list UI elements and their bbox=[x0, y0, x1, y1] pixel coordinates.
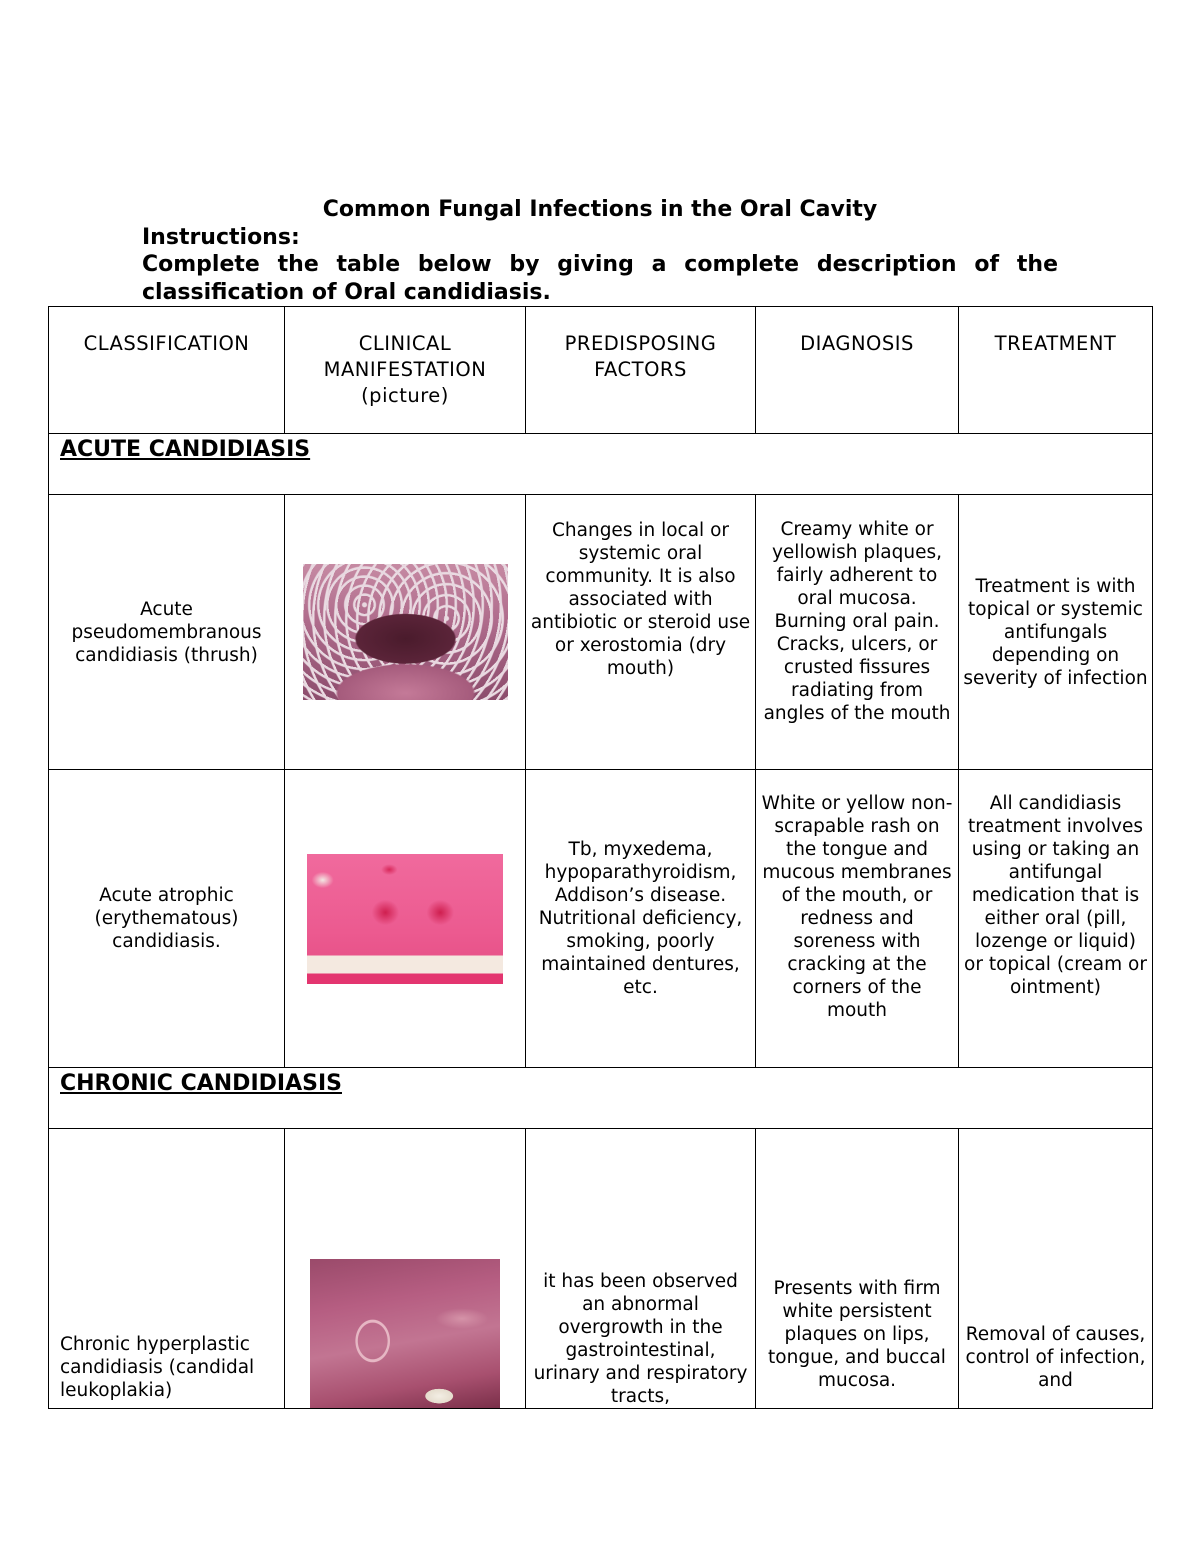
treatment-cell: All candidiasis treatment involves using or taking an antifungal medication that is either oral (pill, lozenge or liquid) or topical (cream or ointment) bbox=[959, 770, 1153, 1068]
section-title-acute: ACUTE CANDIDIASIS bbox=[60, 437, 311, 462]
predisposing-cell: it has been observed an abnormal overgrowth in the gastrointestinal, urinary and respiratory tracts, bbox=[526, 1129, 756, 1409]
diagnosis-cell: Creamy white or yellowish plaques, fairly adherent to oral mucosa. Burning oral pain. Cracks, ulcers, or crusted fissures radiating from angles of the mouth bbox=[756, 495, 959, 770]
pseudomembranous-candidiasis-photo bbox=[303, 564, 508, 700]
clinical-picture-cell bbox=[285, 1129, 526, 1409]
predisposing-cell: Changes in local or systemic oral community. It is also associated with antibiotic or steroid use or xerostomia (dry mouth) bbox=[526, 495, 756, 770]
diagnosis-cell: White or yellow non-scrapable rash on the tongue and mucous membranes of the mouth, or redness and soreness with cracking at the corners of the mouth bbox=[756, 770, 959, 1068]
candidiasis-table bbox=[48, 306, 1153, 1409]
table-row bbox=[49, 1129, 1153, 1409]
header-treatment: TREATMENT bbox=[959, 307, 1153, 434]
treatment-cell: Removal of causes, control of infection, and bbox=[959, 1129, 1153, 1409]
document-title: Common Fungal Infections in the Oral Cavity bbox=[322, 197, 878, 222]
table-row bbox=[49, 495, 1153, 770]
section-row-chronic bbox=[49, 1068, 1153, 1129]
table-row bbox=[49, 770, 1153, 1068]
section-title-chronic: CHRONIC CANDIDIASIS bbox=[60, 1071, 342, 1096]
header-classification: CLASSIFICATION bbox=[49, 307, 285, 434]
instructions-label: Instructions: bbox=[142, 225, 300, 250]
section-row-acute bbox=[49, 434, 1153, 495]
instructions-text: Complete the table below by giving a complete description of the classification of Oral candidiasis. bbox=[142, 252, 1058, 305]
classification-cell: Acute atrophic (erythematous) candidiasis. bbox=[49, 770, 285, 1068]
clinical-picture-cell bbox=[285, 770, 526, 1068]
header-diagnosis: DIAGNOSIS bbox=[756, 307, 959, 434]
classification-cell: Chronic hyperplastic candidiasis (candidal leukoplakia) bbox=[49, 1129, 285, 1409]
header-clinical-manifestation: CLINICAL MANIFESTATION (picture) bbox=[285, 307, 526, 434]
classification-cell: Acute pseudomembranous candidiasis (thrush) bbox=[49, 495, 285, 770]
hyperplastic-candidiasis-photo bbox=[310, 1259, 500, 1408]
table-header-row bbox=[49, 307, 1153, 434]
diagnosis-cell: Presents with firm white persistent plaques on lips, tongue, and buccal mucosa. bbox=[756, 1129, 959, 1409]
clinical-picture-cell bbox=[285, 495, 526, 770]
atrophic-candidiasis-photo bbox=[307, 854, 503, 984]
treatment-cell: Treatment is with topical or systemic antifungals depending on severity of infection bbox=[959, 495, 1153, 770]
predisposing-cell: Tb, myxedema, hypoparathyroidism, Addison’s disease. Nutritional deficiency, smoking, poorly maintained dentures, etc. bbox=[526, 770, 756, 1068]
header-predisposing-factors: PREDISPOSING FACTORS bbox=[526, 307, 756, 434]
